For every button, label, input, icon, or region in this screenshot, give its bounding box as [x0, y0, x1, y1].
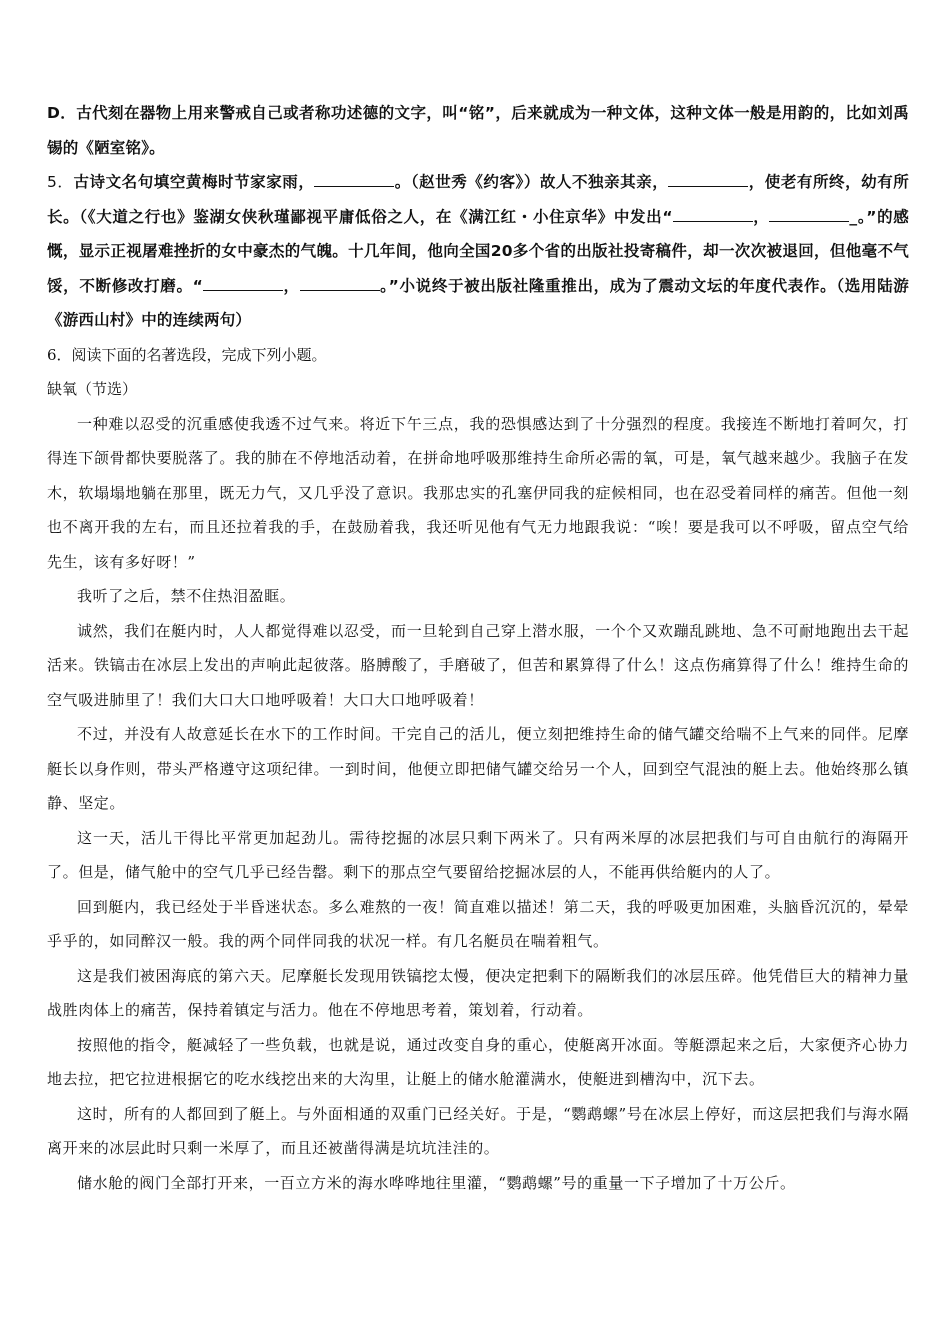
passage-title: 缺氧（节选） — [47, 380, 138, 398]
passage-paragraph: 这时，所有的人都回到了艇上。与外面相通的双重门已经关好。于是，“鹦鹉螺”号在冰层上停好，而这层把我们与海水隔离开来的冰层此时只剩一米厚了，而且还被凿得满是坑坑洼洼的。 — [47, 1104, 909, 1157]
question-6-prompt — [47, 338, 909, 373]
passage-paragraph: 按照他的指令，艇减轻了一些负载，也就是说，通过改变自身的重心，使艇离开冰面。等艇漂起来之后，大家便齐心协力地去拉，把它拉进根据它的吃水线挖出来的大沟里，让艇上的储水舱灌满水，使艇进到槽沟中，沉下去。 — [47, 1035, 909, 1088]
passage-paragraph: 回到艇内，我已经处于半昏迷状态。多么难熬的一夜！简直难以描述！第二天，我的呼吸更加困难，头脑昏沉沉的，晕晕乎乎的，如同醉汉一般。我的两个同伴同我的状况一样。有几名艇员在喘着粗气。 — [47, 897, 909, 950]
passage-body — [47, 407, 909, 1201]
question-6-number: 6． — [47, 345, 72, 364]
passage-paragraph: 诚然，我们在艇内时，人人都觉得难以忍受，而一旦轮到自己穿上潜水服，一个个又欢蹦乱跳地、急不可耐地跑出去干起活来。铁镐击在冰层上发出的声响此起彼落。胳膊酸了，手磨破了，但苦和累算得了什么！这点伤痛算得了什么！维持生命的空气吸进肺里了！我们大口大口地呼吸着！大口大口地呼吸着！ — [47, 621, 909, 709]
question-5-text-2: 。（赵世秀《约客》）故人不独亲其亲， — [394, 173, 669, 191]
blank-6[interactable] — [300, 273, 380, 290]
question-5 — [47, 165, 909, 338]
question-5-text-7: 。”小说终于被出版社隆重推出，成为了震动文坛的年度代表作。（选用陆游《游西山村》中的连续两句） — [47, 276, 909, 329]
blank-3[interactable] — [673, 204, 753, 221]
question-5-text-6: ， — [283, 276, 300, 295]
passage-paragraph: 一种难以忍受的沉重感使我透不过气来。将近下午三点，我的恐惧感达到了十分强烈的程度。我接连不断地打着呵欠，打得连下颌骨都快要脱落了。我的肺在不停地活动着，在拼命地呼吸那维持生命所必需的氧，可是，氧气越来越少。我脑子在发木，软塌塌地躺在那里，既无力气，又几乎没了意识。我那忠实的孔塞伊同我的症候相同，也在忍受着同样的痛苦。但他一刻也不离开我的左右，而且还拉着我的手，在鼓励着我，我还听见他有气无力地跟我说：“唉！要是我可以不呼吸，留点空气给先生，该有多好呀！” — [47, 414, 909, 571]
blank-4[interactable] — [769, 204, 849, 221]
passage-paragraph: 这一天，活儿干得比平常更加起劲儿。需待挖掘的冰层只剩下两米了。只有两米厚的冰层把我们与可自由航行的海隔开了。但是，储气舱中的空气几乎已经告罄。剩下的那点空气要留给挖掘冰层的人，不能再供给艇内的人了。 — [47, 828, 909, 881]
question-6-text: 阅读下面的名著选段，完成下列小题。 — [71, 345, 327, 364]
question-5-text-5: _。”的感慨，显示正视屠难挫折的女中豪杰的气魄。十几年间，他向全国20多个省的出版社投寄稿件，却一次次被退回，但他毫不气馁，不断修改打磨。“ — [47, 207, 909, 295]
passage-paragraph: 不过，并没有人故意延长在水下的工作时间。干完自己的活儿，便立刻把维持生命的储气罐交给喘不上气来的同伴。尼摩艇长以身作则，带头严格遵守这项纪律。一到时间，他便立即把储气罐交给另一个人，回到空气混浊的艇上去。他始终那么镇静、坚定。 — [47, 725, 909, 812]
question-5-text-3: ，使老有所终，幼有所长。（《大道之行也》鉴湖女侠秋瑾鄙视平庸低俗之人，在《满江红・小住京华》中发出“ — [47, 173, 909, 226]
question-5-text-1: 古诗文名句填空黄梅时节家家雨， — [73, 173, 315, 191]
document-page — [47, 96, 909, 1200]
passage-paragraph: 这是我们被困海底的第六天。尼摩艇长发现用铁镐挖太慢，便决定把剩下的隔断我们的冰层压碎。他凭借巨大的精神力量战胜肉体上的痛苦，保持着镇定与活力。他在不停地思考着，策划着，行动着。 — [47, 966, 909, 1019]
option-d-label: D． — [47, 104, 77, 122]
passage-paragraph: 储水舱的阀门全部打开来，一百立方米的海水哗哗地往里灌，“鹦鹉螺”号的重量一下子增加了十万公斤。 — [77, 1173, 796, 1192]
option-d — [47, 96, 909, 165]
question-5-text-4: ， — [752, 207, 770, 226]
blank-1[interactable] — [314, 170, 394, 187]
blank-5[interactable] — [203, 273, 283, 290]
question-5-number: 5． — [47, 173, 74, 191]
passage-paragraph: 我听了之后，禁不住热泪盈眶。 — [77, 587, 296, 605]
option-d-text: 古代刻在器物上用来警戒自己或者称功述德的文字，叫“铭”，后来就成为一种文体，这种文体一般是用韵的，比如刘禹锡的《陋室铭》。 — [47, 104, 909, 157]
blank-2[interactable] — [668, 170, 748, 187]
